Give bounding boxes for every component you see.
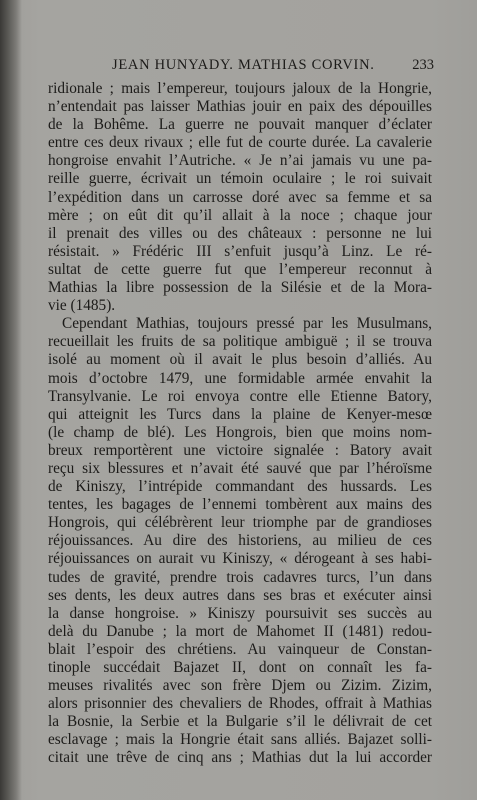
text-line: Mathias la libre possession de la Silésie et de la Mora- <box>48 279 432 297</box>
text-line: ses dents, les deux autres dans ses bras et exécuter ainsi <box>48 586 432 604</box>
text-line: sultat de cette guerre fut que l’empereur reconnut à <box>48 260 432 278</box>
text-line: isolé au moment où il avait le plus besoin d’alliés. Au <box>48 351 432 369</box>
text-line: alors prisonnier des chevaliers de Rhodes, offrait à Mathias <box>48 695 432 713</box>
text-line: hongroise envahit l’Autriche. « Je n’ai jamais vu une pa- <box>48 152 432 170</box>
page-number: 233 <box>412 57 434 73</box>
text-line: reille guerre, écrivait un témoin oculaire ; le roi suivait <box>48 170 432 188</box>
text-line: tinople succédait Bajazet II, dont on connaît les fa- <box>48 659 432 676</box>
body-text <box>48 80 432 768</box>
text-line: Cependant Mathias, toujours pressé par les Musulmans, <box>62 315 432 333</box>
text-line: n’entendait pas laisser Mathias jouir en paix des dépouilles <box>48 98 432 116</box>
text-line: recueillait les fruits de sa politique ambiguë ; il se trouva <box>48 333 432 351</box>
text-line: delà du Danube ; la mort de Mahomet II (1481) redou- <box>48 622 432 640</box>
text-line: la danse hongroise. » Kiniszy poursuivit ses succès au <box>48 604 432 622</box>
text-line: reçu six blessures et n’avait été sauvé que par l’héroïsme <box>48 459 432 477</box>
text-line: entre ces deux rivaux ; elle fut de courte durée. La cavalerie <box>48 134 432 152</box>
text-line: tudes de gravité, prendre trois cadavres turcs, l’un dans <box>48 568 432 586</box>
text-line: (le champ de blé). Les Hongrois, bien que moins nom- <box>48 423 432 441</box>
text-line: de la Bohême. La guerre ne pouvait manquer d’éclater <box>48 116 432 134</box>
text-line: réjouissances. Au dire des historiens, au milieu de ces <box>48 532 432 550</box>
text-line: ridionale ; mais l’empereur, toujours jaloux de la Hongrie, <box>48 80 432 97</box>
text-line: Hongrois, qui célébrèrent leur triomphe par de grandioses <box>48 514 432 532</box>
text-line: de Kiniszy, l’intrépide commandant des hussards. Les <box>48 478 432 496</box>
text-line: réjouissances on aurait vu Kiniszy, « dérogeant à ses habi- <box>48 550 432 568</box>
text-line: mois d’octobre 1479, une formidable armée envahit la <box>48 369 432 387</box>
running-title: JEAN HUNYADY. MATHIAS CORVIN. <box>112 57 375 73</box>
text-line: Transylvanie. Le roi envoya contre elle Etienne Batory, <box>48 387 432 405</box>
text-line: l’expédition dans un carrosse doré avec sa femme et sa <box>48 188 432 206</box>
text-line: meuses rivalités avec son frère Djem ou Zizim. Zizim, <box>48 677 432 695</box>
text-line: citait une trêve de cinq ans ; Mathias dut la lui accorder <box>48 749 432 767</box>
text-line: esclavage ; mais la Hongrie était sans alliés. Bajazet solli- <box>48 731 432 749</box>
text-line: mère ; on eût dit qu’il allait à la noce ; chaque jour <box>48 206 432 224</box>
text-line: tentes, les bagages de l’ennemi tombèrent aux mains des <box>48 496 432 514</box>
text-line: breux remportèrent une victoire signalée : Batory avait <box>48 441 432 459</box>
text-line: il prenait des villes ou des châteaux : personne ne lui <box>48 224 432 242</box>
text-line: qui atteignit les Turcs dans la plaine de Kenyer-mesœ <box>48 405 432 423</box>
running-head <box>50 57 434 77</box>
text-line: blait l’espoir des chrétiens. Au vainqueur de Constan- <box>48 640 432 658</box>
text-line: résistait. » Frédéric III s’enfuit jusqu’à Linz. Le ré- <box>48 242 432 260</box>
text-line: vie (1485). <box>48 297 116 315</box>
binding-gutter-shadow <box>0 0 22 800</box>
text-line: la Bosnie, la Serbie et la Bulgarie s’il le délivrait de cet <box>48 713 432 731</box>
